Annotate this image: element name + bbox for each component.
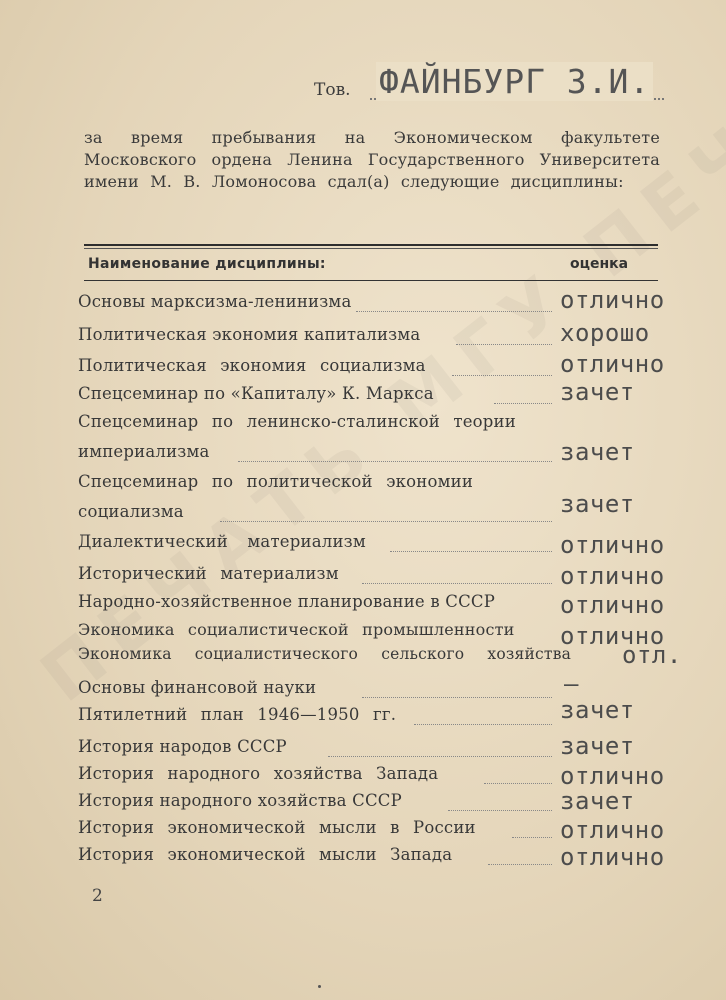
grade-value: отл. [622,641,682,669]
discipline-name: История экономической мысли в России [78,818,476,837]
table-top-rule [84,244,658,246]
grade-value: зачет [560,732,635,760]
grade-value: зачет [560,378,635,406]
leader-dots [456,344,552,345]
leader-dots [494,403,552,404]
leader-dots [452,375,552,376]
discipline-name: История народного хозяйства СССР [78,791,402,810]
column-header-grade: оценка [570,256,629,272]
leader-dots [362,697,552,698]
student-name: ФАЙНБУРГ З.И. [376,62,653,101]
discipline-name: Спецсеминар по ленинско-сталинской теории [78,412,516,431]
grade-value: отлично [560,531,665,559]
discipline-name: Исторический материализм [78,564,339,583]
discipline-name: Основы марксизма-ленинизма [78,292,352,311]
grade-value: хорошо [560,319,650,347]
table-top-rule-thin [84,248,658,249]
discipline-name: Народно-хозяйственное планирование в СССР [78,592,496,611]
grade-value: — [564,670,579,698]
discipline-name-continued: социализма [78,502,184,521]
tov-label: Тов. [314,80,351,100]
leader-dots [220,521,552,522]
leader-dots [488,864,552,865]
grade-value: зачет [560,438,635,466]
leader-dots [356,311,552,312]
table-header-rule [84,280,658,281]
discipline-name: Спецсеминар по политической экономии [78,472,474,491]
discipline-name-continued: империализма [78,442,210,461]
discipline-name: Пятилетний план 1946—1950 гг. [78,705,397,724]
leader-dots [414,724,552,725]
grade-value: отлично [560,622,665,650]
leader-dots [512,837,552,838]
intro-paragraph: за время пребывания на Экономическом факультете Московского ордена Ленина Государственного Университета имени М. В. Ломоносова сдал(а) следующие дисциплины: [84,128,660,191]
leader-dots [390,551,552,552]
discipline-name: Экономика социалистической промышленности [78,620,515,639]
grade-value: отлично [560,843,665,871]
grade-value: отлично [560,816,665,844]
discipline-name: История народного хозяйства Запада [78,764,439,783]
leader-dots [328,756,552,757]
leader-dots [238,461,552,462]
grade-value: зачет [560,696,635,724]
grade-value: отлично [560,350,665,378]
grade-value: отлично [560,562,665,590]
discipline-name: Диалектический материализм [78,532,366,551]
leader-dots [362,583,552,584]
column-header-discipline: Наименование дисциплины: [88,256,326,272]
discipline-name: История экономической мысли Запада [78,845,453,864]
discipline-name: Политическая экономия капитализма [78,325,421,344]
page-number: 2 [92,886,103,906]
paper-speck [318,985,321,988]
student-line [314,62,664,102]
discipline-name: Основы финансовой науки [78,678,317,697]
discipline-name: История народов СССР [78,737,287,756]
grade-value: отлично [560,762,665,790]
leader-dots [484,783,552,784]
discipline-name: Спецсеминар по «Капиталу» К. Маркса [78,384,434,403]
grade-value: зачет [560,787,635,815]
grade-value: зачет [560,490,635,518]
discipline-name: Политическая экономия социализма [78,356,426,375]
grade-value: отлично [560,591,665,619]
leader-dots [448,810,552,811]
grade-value: отлично [560,286,665,314]
discipline-name: Экономика социалистического сельского хозяйства [78,645,572,663]
